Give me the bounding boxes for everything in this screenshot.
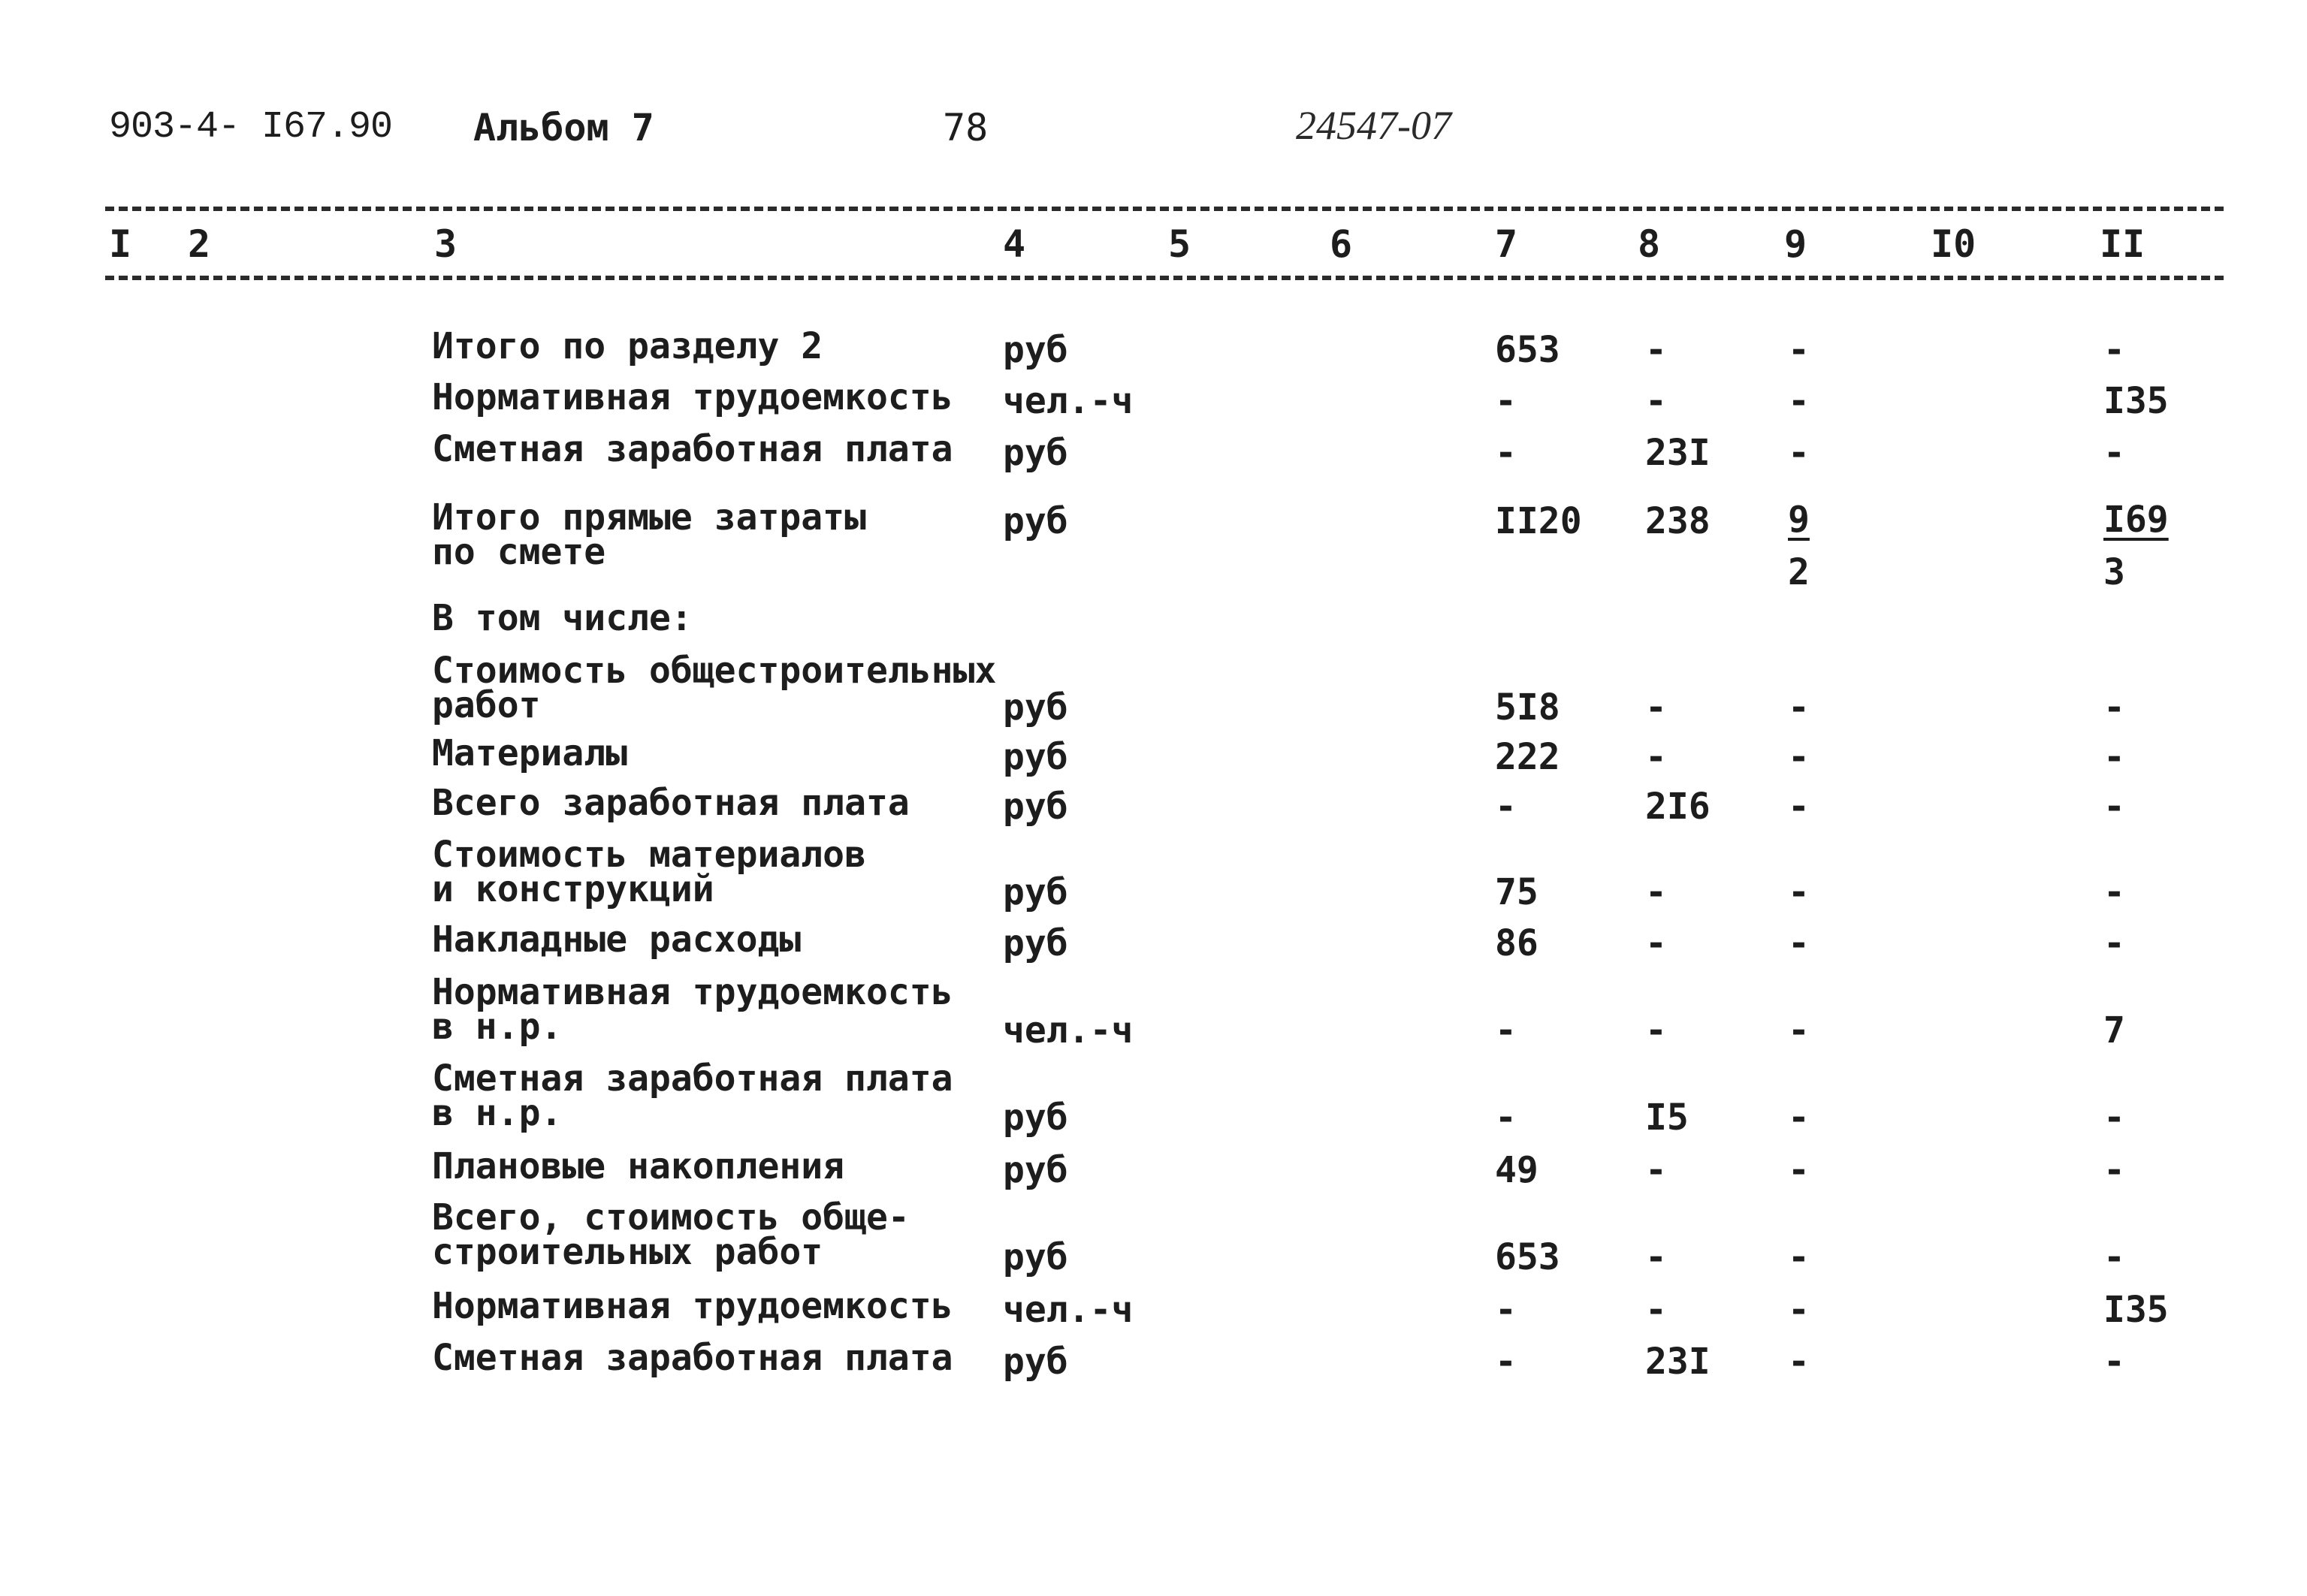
column-number-8: 8 (1638, 222, 1661, 266)
col8-cell: - (1645, 1289, 1667, 1331)
row-label: Стоимость материалов и конструкций (432, 834, 866, 910)
unit-cell: руб (1003, 922, 1068, 964)
fraction-numerator: 9 (1788, 499, 1810, 541)
column-number-10: I0 (1931, 222, 1976, 266)
fraction-numerator: I69 (2103, 499, 2169, 541)
unit-cell: руб (1003, 500, 1068, 542)
col8-cell: 23I (1645, 432, 1711, 474)
col11-fraction (2103, 499, 2169, 593)
col11-cell: 7 (2103, 1009, 2125, 1051)
row-label: Нормативная трудоемкость в н.р. (432, 971, 953, 1048)
col7-cell: 86 (1495, 922, 1539, 964)
unit-cell: руб (1003, 1341, 1068, 1383)
col8-cell: - (1645, 922, 1667, 964)
document-code: 903-4- I67.90 (109, 106, 393, 149)
col8-cell: - (1645, 1236, 1667, 1278)
unit-cell: руб (1003, 329, 1068, 371)
col7-cell: 75 (1495, 871, 1539, 913)
row-label: Сметная заработная плата в н.р. (432, 1057, 953, 1134)
col9-cell: - (1788, 1149, 1810, 1191)
col8-cell: 23I (1645, 1341, 1711, 1383)
col7-cell: 49 (1495, 1149, 1539, 1191)
column-number-9: 9 (1784, 222, 1807, 266)
section-subheading: В том числе: (432, 597, 693, 639)
col11-cell: - (2103, 786, 2125, 828)
col7-cell: - (1495, 1341, 1517, 1383)
unit-cell: руб (1003, 1236, 1068, 1278)
col9-cell: - (1788, 1289, 1810, 1331)
col11-cell: - (2103, 871, 2125, 913)
row-label: Материалы (432, 732, 628, 774)
col9-cell: - (1788, 1009, 1810, 1051)
col8-cell: - (1645, 686, 1667, 729)
row-label: Нормативная трудоемкость (432, 1285, 953, 1327)
col7-cell: - (1495, 1009, 1517, 1051)
col11-cell: - (2103, 329, 2125, 371)
inventory-number: 24547-07 (1296, 103, 1451, 148)
col9-cell: - (1788, 786, 1810, 828)
row-label: Итого по разделу 2 (432, 325, 823, 367)
col7-cell: - (1495, 786, 1517, 828)
col9-cell: - (1788, 686, 1810, 729)
col9-cell: - (1788, 871, 1810, 913)
column-number-6: 6 (1330, 222, 1353, 266)
col7-cell: - (1495, 380, 1517, 422)
col11-cell: - (2103, 1097, 2125, 1139)
col11-cell: - (2103, 432, 2125, 474)
row-label: Итого прямые затраты по смете (432, 496, 866, 573)
unit-cell: руб (1003, 686, 1068, 729)
row-label: Сметная заработная плата (432, 1337, 953, 1379)
col9-cell: - (1788, 432, 1810, 474)
col11-cell: - (2103, 686, 2125, 729)
col9-cell: - (1788, 329, 1810, 371)
col11-cell: - (2103, 922, 2125, 964)
col9-fraction (1788, 499, 1810, 593)
column-number-2: 2 (188, 222, 211, 266)
col8-cell: - (1645, 736, 1667, 778)
unit-cell: чел.-ч (1003, 380, 1134, 422)
col8-cell: I5 (1645, 1097, 1689, 1139)
col7-cell: II20 (1495, 500, 1582, 542)
col9-cell: - (1788, 922, 1810, 964)
col7-cell: - (1495, 1289, 1517, 1331)
col8-cell: - (1645, 329, 1667, 371)
col11-cell: - (2103, 1341, 2125, 1383)
col11-cell: - (2103, 1236, 2125, 1278)
unit-cell: чел.-ч (1003, 1009, 1134, 1051)
column-number-11: II (2100, 222, 2145, 266)
row-label: Сметная заработная плата (432, 428, 953, 470)
col11-cell: - (2103, 736, 2125, 778)
fraction-denominator: 3 (2103, 551, 2125, 593)
row-label: Нормативная трудоемкость (432, 376, 953, 418)
col8-cell: - (1645, 871, 1667, 913)
col11-cell: - (2103, 1149, 2125, 1191)
unit-cell: руб (1003, 786, 1068, 828)
col7-cell: 653 (1495, 1236, 1560, 1278)
column-header-top-rule (105, 207, 2224, 211)
column-number-4: 4 (1003, 222, 1026, 266)
col8-cell: - (1645, 1149, 1667, 1191)
col7-cell: 5I8 (1495, 686, 1560, 729)
col9-cell: - (1788, 380, 1810, 422)
col9-cell: - (1788, 1097, 1810, 1139)
col7-cell: 653 (1495, 329, 1560, 371)
col9-cell: - (1788, 1341, 1810, 1383)
column-number-7: 7 (1495, 222, 1518, 266)
row-label: Стоимость общестроительных работ (432, 650, 997, 726)
col8-cell: - (1645, 380, 1667, 422)
col11-cell: I35 (2103, 1289, 2169, 1331)
column-header-bottom-rule (105, 276, 2224, 280)
unit-cell: чел.-ч (1003, 1289, 1134, 1331)
unit-cell: руб (1003, 1149, 1068, 1191)
album-label: Альбом 7 (473, 106, 654, 149)
fraction-denominator: 2 (1788, 551, 1810, 593)
row-label: Плановые накопления (432, 1145, 845, 1187)
col7-cell: - (1495, 1097, 1517, 1139)
row-label: Всего заработная плата (432, 782, 910, 824)
col9-cell: - (1788, 1236, 1810, 1278)
col7-cell: 222 (1495, 736, 1560, 778)
col8-cell: 2I6 (1645, 786, 1711, 828)
unit-cell: руб (1003, 432, 1068, 474)
col8-cell: - (1645, 1009, 1667, 1051)
col11-cell: I35 (2103, 380, 2169, 422)
col8-cell: 238 (1645, 500, 1711, 542)
row-label: Всего, стоимость обще- строительных работ (432, 1196, 910, 1273)
unit-cell: руб (1003, 1097, 1068, 1139)
column-number-5: 5 (1168, 222, 1191, 266)
page-number: 78 (943, 106, 989, 149)
col9-cell: - (1788, 736, 1810, 778)
row-label: Накладные расходы (432, 919, 802, 961)
column-number-3: 3 (434, 222, 457, 266)
column-number-1: I (109, 222, 132, 266)
unit-cell: руб (1003, 736, 1068, 778)
unit-cell: руб (1003, 871, 1068, 913)
col7-cell: - (1495, 432, 1517, 474)
